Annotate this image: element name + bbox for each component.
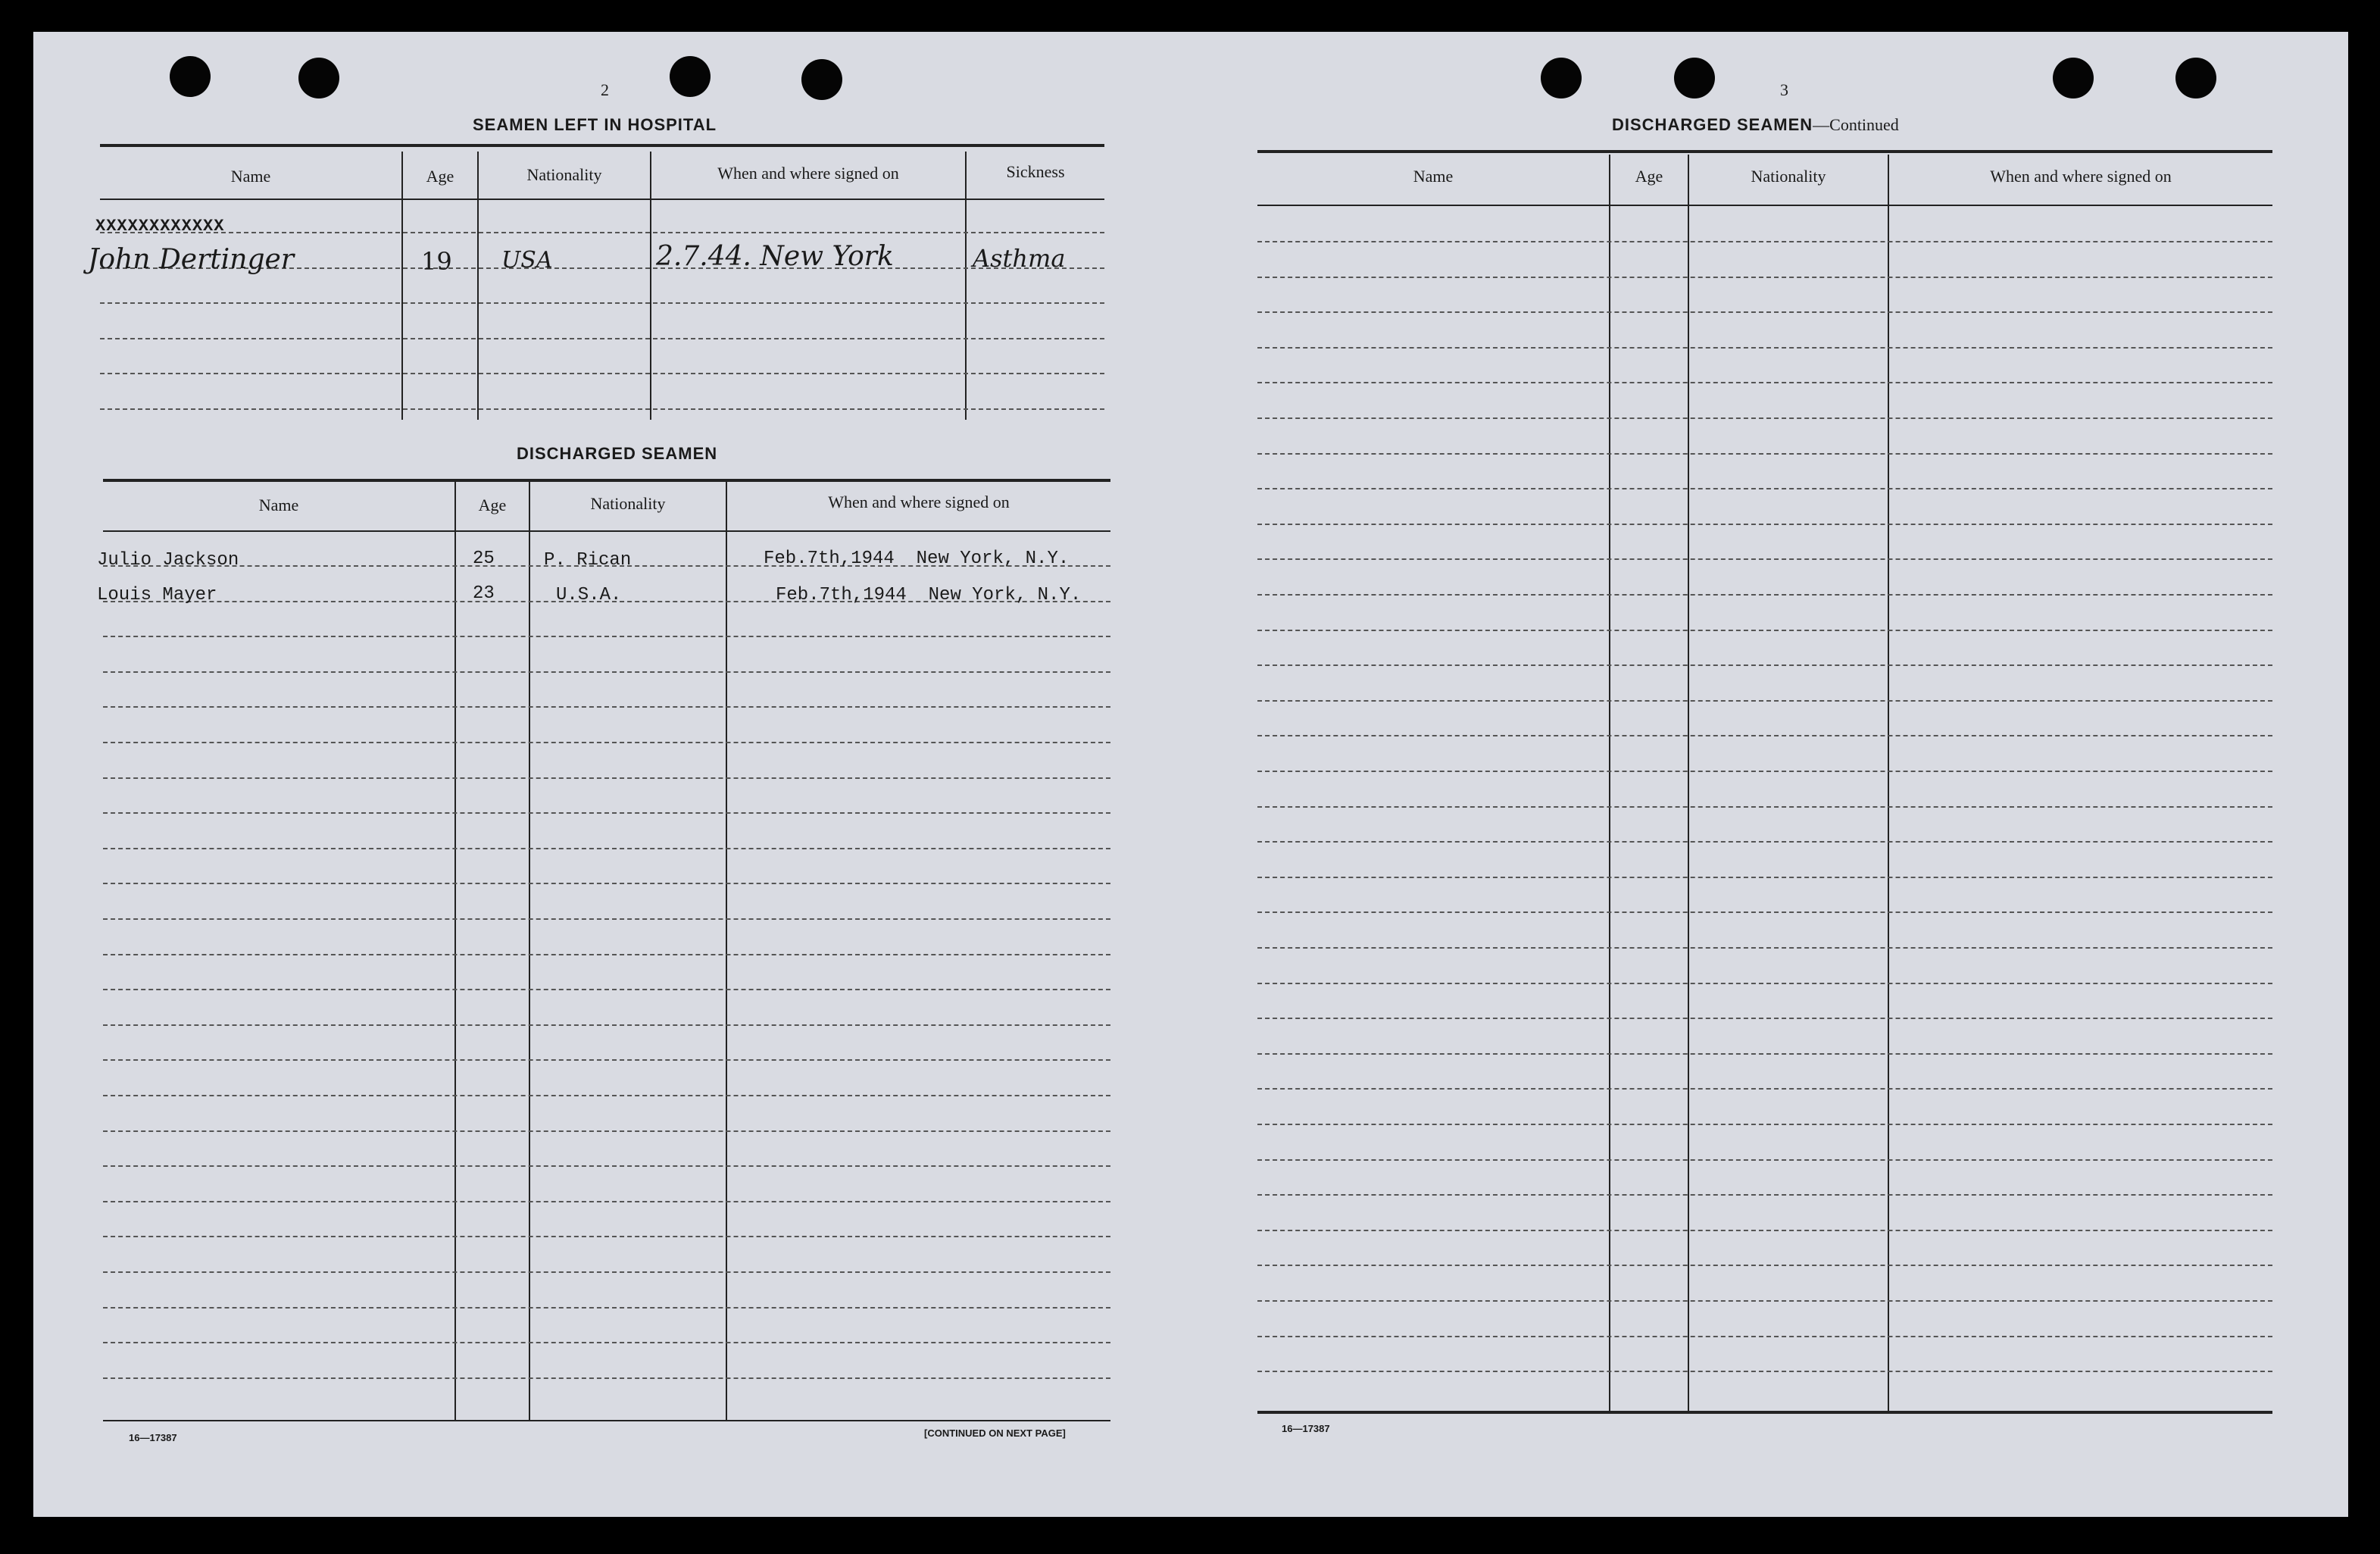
hospital-header-rule xyxy=(100,199,1104,200)
ruled-line xyxy=(103,918,1110,920)
ruled-line xyxy=(1257,806,2272,808)
ruled-line xyxy=(103,1095,1110,1096)
discharged-col-signed-on: When and where signed on xyxy=(828,492,1010,511)
ruled-line xyxy=(1257,241,2272,242)
discharged-row-1-signed-on: Feb.7th,1944 New York, N.Y. xyxy=(764,549,1070,569)
ruled-line xyxy=(1257,1053,2272,1055)
ruled-line xyxy=(103,742,1110,743)
ruled-line xyxy=(1257,1194,2272,1196)
hospital-section-title: SEAMEN LEFT IN HOSPITAL xyxy=(473,115,717,134)
ruled-line xyxy=(1257,277,2272,278)
right-table-top-rule xyxy=(1257,150,2272,153)
ruled-line xyxy=(103,1307,1110,1309)
right-title-continued: —Continued xyxy=(1813,115,1899,134)
ruled-line xyxy=(100,373,1104,374)
ruled-line xyxy=(100,302,1104,304)
ruled-line xyxy=(103,812,1110,814)
ruled-line xyxy=(1257,558,2272,560)
ruled-line xyxy=(103,671,1110,673)
hospital-signed-on: 2.7.44. New York xyxy=(656,241,894,272)
ruled-line xyxy=(103,777,1110,779)
page-number-left: 2 xyxy=(601,80,609,99)
discharged-row-2-nationality: U.S.A. xyxy=(556,585,622,605)
ruled-line xyxy=(103,1201,1110,1202)
right-col-age: Age xyxy=(1635,167,1663,186)
right-col-divider xyxy=(1888,155,1889,1412)
ruled-line xyxy=(1257,947,2272,949)
ruled-line xyxy=(103,1342,1110,1343)
ruled-line xyxy=(103,848,1110,849)
ruled-line xyxy=(103,883,1110,884)
ruled-line xyxy=(1257,417,2272,419)
ruled-line xyxy=(1257,1018,2272,1019)
continued-note: [CONTINUED ON NEXT PAGE] xyxy=(924,1427,1066,1439)
right-col-divider xyxy=(1688,155,1689,1412)
discharged-section-title: DISCHARGED SEAMEN xyxy=(517,444,718,463)
punch-hole xyxy=(670,56,711,97)
ruled-line xyxy=(1257,1336,2272,1337)
ruled-line xyxy=(1257,700,2272,702)
punch-hole xyxy=(298,58,339,98)
hospital-nationality: USA xyxy=(501,247,553,274)
hospital-col-nationality: Nationality xyxy=(526,165,602,184)
ruled-line xyxy=(103,1059,1110,1061)
ruled-line xyxy=(103,636,1110,637)
discharged-row-1-name: Julio Jackson xyxy=(97,550,239,571)
punch-hole xyxy=(2175,58,2216,98)
punch-hole xyxy=(2053,58,2094,98)
discharged-row-2-signed-on: Feb.7th,1944 New York, N.Y. xyxy=(776,585,1082,605)
ruled-line xyxy=(100,338,1104,339)
ruled-line xyxy=(1257,311,2272,313)
ruled-line xyxy=(1257,347,2272,349)
ruled-line xyxy=(1257,841,2272,843)
ruled-line xyxy=(1257,453,2272,455)
hospital-table-top-rule xyxy=(100,144,1104,147)
ruled-line xyxy=(1257,1230,2272,1231)
hospital-col-divider xyxy=(477,152,479,420)
punch-hole xyxy=(1541,58,1582,98)
form-number-right: 16—17387 xyxy=(1282,1423,1330,1434)
ruled-line xyxy=(1257,1088,2272,1090)
ruled-line xyxy=(103,1165,1110,1167)
ruled-line xyxy=(103,1271,1110,1273)
hospital-col-name: Name xyxy=(230,167,271,186)
form-number-left: 16—17387 xyxy=(129,1432,177,1443)
right-section-title xyxy=(1612,115,1899,135)
discharged-col-divider xyxy=(726,482,727,1421)
ruled-line xyxy=(1257,911,2272,913)
discharged-table-top-rule xyxy=(103,479,1110,482)
discharged-col-divider xyxy=(454,482,456,1421)
ruled-line xyxy=(103,706,1110,708)
ruled-line xyxy=(1257,877,2272,878)
ruled-line xyxy=(1257,735,2272,736)
right-col-signed-on: When and where signed on xyxy=(1990,167,2172,186)
hospital-name: John Dertinger xyxy=(88,244,295,275)
ruled-line xyxy=(1257,1265,2272,1266)
hospital-sickness: Asthma xyxy=(973,244,1066,273)
right-table-bottom-rule xyxy=(1257,1411,2272,1414)
discharged-table-bottom-rule xyxy=(103,1420,1110,1421)
ruled-line xyxy=(103,1236,1110,1237)
ledger-sheet xyxy=(33,32,2348,1517)
discharged-col-divider xyxy=(529,482,530,1421)
hospital-age: 19 xyxy=(421,247,452,276)
right-title-main: DISCHARGED SEAMEN xyxy=(1612,115,1813,134)
discharged-row-1-age: 25 xyxy=(473,549,495,569)
ruled-line xyxy=(103,989,1110,990)
ruled-line xyxy=(103,1377,1110,1379)
hospital-col-divider xyxy=(401,152,403,420)
ruled-line xyxy=(103,954,1110,955)
discharged-row-2-age: 23 xyxy=(473,583,495,604)
discharged-row-2-name: Louis Mayer xyxy=(97,585,217,605)
ruled-line xyxy=(103,1024,1110,1026)
ruled-line xyxy=(1257,594,2272,596)
discharged-header-rule xyxy=(103,530,1110,532)
ruled-line xyxy=(1257,630,2272,631)
punch-hole xyxy=(170,56,211,97)
hospital-col-divider xyxy=(965,152,967,420)
crossed-out-text: XXXXXXXXXXXX xyxy=(95,217,225,236)
right-col-divider xyxy=(1609,155,1610,1412)
right-col-name: Name xyxy=(1413,167,1454,186)
discharged-col-name: Name xyxy=(258,496,299,514)
ruled-line xyxy=(1257,1124,2272,1125)
discharged-row-1-nationality: P. Rican xyxy=(544,550,632,571)
hospital-col-signed-on: When and where signed on xyxy=(717,164,899,183)
right-header-rule xyxy=(1257,205,2272,206)
right-col-nationality: Nationality xyxy=(1751,167,1826,186)
ruled-line xyxy=(1257,771,2272,772)
discharged-col-age: Age xyxy=(478,496,507,514)
ruled-line xyxy=(1257,524,2272,525)
ruled-line xyxy=(100,232,1104,233)
ruled-line xyxy=(1257,1371,2272,1372)
ruled-line xyxy=(1257,983,2272,984)
punch-hole xyxy=(1674,58,1715,98)
punch-hole xyxy=(801,59,842,100)
hospital-col-sickness: Sickness xyxy=(1006,162,1065,181)
ruled-line xyxy=(1257,488,2272,489)
ruled-line xyxy=(100,408,1104,410)
ruled-line xyxy=(1257,1159,2272,1161)
hospital-col-divider xyxy=(650,152,651,420)
ruled-line xyxy=(1257,664,2272,666)
ruled-line xyxy=(1257,382,2272,383)
page-number-right: 3 xyxy=(1780,80,1788,99)
ruled-line xyxy=(103,1130,1110,1132)
hospital-col-age: Age xyxy=(426,167,454,186)
discharged-col-nationality: Nationality xyxy=(590,494,666,513)
ruled-line xyxy=(1257,1300,2272,1302)
